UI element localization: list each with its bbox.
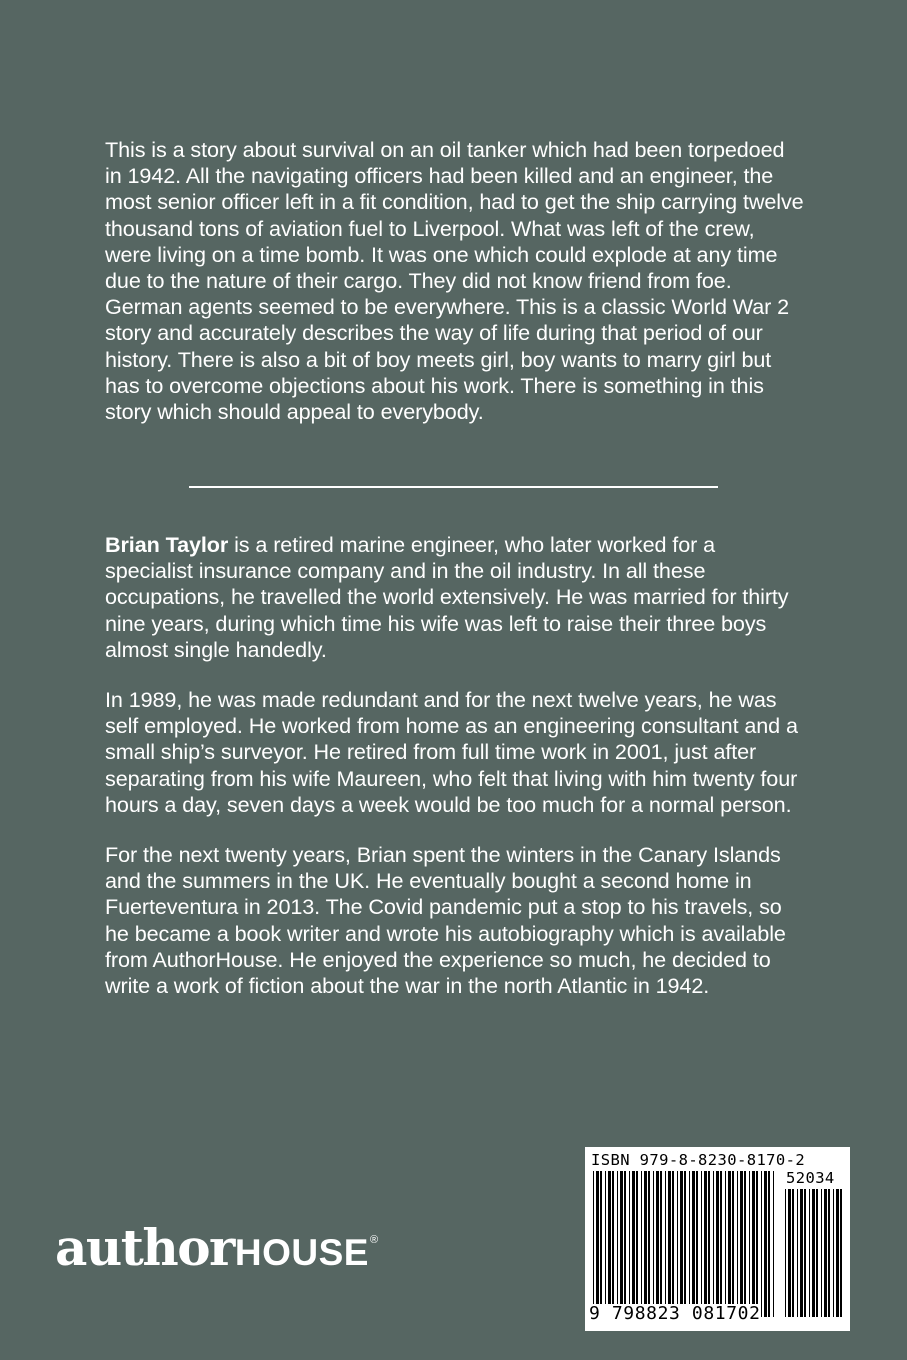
bio-paragraph-1-text: is a retired marine engineer, who later worked for a specialist insurance company and in the oil industry. In all these occupations, he travelled the world extensively. He was married for thirty nine years, during which time his wife was left to raise their three boys almost single handedly. bbox=[105, 532, 789, 662]
author-name: Brian Taylor bbox=[105, 532, 229, 557]
publisher-logo-house: HOUSE bbox=[234, 1232, 369, 1273]
author-bio bbox=[105, 532, 805, 999]
publisher-logo bbox=[55, 1218, 378, 1288]
section-divider bbox=[189, 486, 718, 488]
price-code: 52034 bbox=[786, 1169, 835, 1187]
bio-paragraph-3: For the next twenty years, Brian spent the winters in the Canary Islands and the summers in the UK. He eventually bought a second home in Fuerteventura in 2013. The Covid pandemic put a stop to his travels, so he became a book writer and wrote his autobiography which is available from AuthorHouse. He enjoyed the experience so much, he decided to write a work of fiction about the war in the north Atlantic in 1942. bbox=[105, 842, 786, 999]
ean-digits: 9 798823 081702 bbox=[589, 1303, 761, 1324]
book-blurb: This is a story about survival on an oil tanker which had been torpedoed in 1942. All the navigating officers had been killed and an engineer, the most senior officer left in a fit condition, had to get the ship carrying twelve thousand tons of aviation fuel to Liverpool. What was left of the crew, were living on a time bomb. It was one which could explode at any time due to the nature of their cargo. They did not know friend from foe. German agents seemed to be everywhere. This is a classic World War 2 story and accurately describes the way of life during that period of our history. There is also a bit of boy meets girl, boy wants to marry girl but has to overcome objections about his work. There is something in this story which should appeal to everybody. bbox=[105, 137, 804, 425]
bio-paragraph-2: In 1989, he was made redundant and for the next twelve years, he was self employed. He worked from home as an engineering consultant and a small ship’s surveyor. He retired from full time work in 2001, just after separating from his wife Maureen, who felt that living with him twenty four hours a day, seven days a week would be too much for a normal person. bbox=[105, 687, 798, 817]
registered-mark: ® bbox=[369, 1234, 379, 1246]
publisher-logo-author: author bbox=[55, 1218, 234, 1277]
isbn-text: ISBN 979-8-8230-8170-2 bbox=[591, 1151, 806, 1169]
bio-paragraph-1 bbox=[105, 532, 805, 663]
isbn-barcode-panel bbox=[585, 1147, 850, 1331]
